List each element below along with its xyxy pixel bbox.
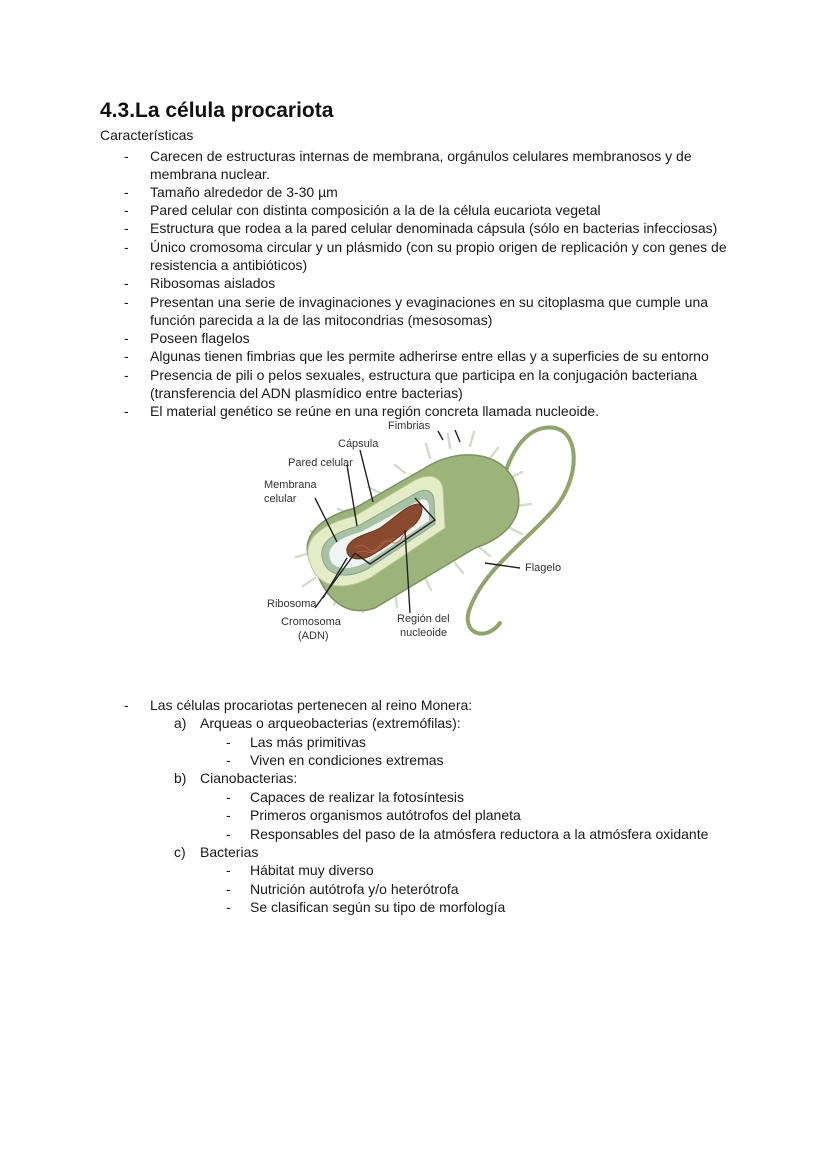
label-pared-celular: Pared celular bbox=[288, 457, 353, 469]
monera-intro: Las células procariotas pertenecen al reino Monera: bbox=[150, 697, 473, 713]
label-flagelo: Flagelo bbox=[525, 562, 562, 574]
bullet: - bbox=[226, 807, 231, 823]
list-item: El material genético se reúne en una región concreta llamada nucleoide. bbox=[150, 403, 600, 419]
list-item-cont: función parecida a la de las mitocondrias (mesosomas) bbox=[150, 312, 493, 328]
list-item: Ribosomas aislados bbox=[150, 275, 276, 291]
list-item: Presentan una serie de invaginaciones y evaginaciones en su citoplasma que cumple una bbox=[150, 294, 709, 310]
group-item: Nutrición autótrofa y/o heterótrofa bbox=[250, 881, 459, 897]
prokaryotic-cell-diagram bbox=[255, 418, 585, 648]
bullet: - bbox=[124, 367, 129, 383]
bullet: - bbox=[226, 862, 231, 878]
list-item: Pared celular con distinta composición a la de la célula eucariota vegetal bbox=[150, 202, 601, 218]
list-item: Presencia de pili o pelos sexuales, estructura que participa en la conjugación bacteriana bbox=[150, 367, 698, 383]
list-item: Algunas tienen fimbrias que les permite adherirse entre ellas y a superficies de su entorno bbox=[150, 348, 709, 364]
bullet: - bbox=[226, 826, 231, 842]
group-name: Cianobacterias: bbox=[200, 770, 298, 786]
list-item-cont: (transferencia del ADN plasmídico entre bacterias) bbox=[150, 385, 463, 401]
group-item: Se clasifican según su tipo de morfología bbox=[250, 899, 506, 915]
group-item: Las más primitivas bbox=[250, 734, 366, 750]
list-item: Único cromosoma circular y un plásmido (con su propio origen de replicación y con genes de bbox=[150, 239, 727, 255]
bullet: - bbox=[226, 752, 231, 768]
bullet: - bbox=[124, 275, 129, 291]
bullet: - bbox=[226, 881, 231, 897]
group-marker: c) bbox=[174, 844, 186, 860]
bullet: - bbox=[124, 330, 129, 346]
list-item-cont: membrana nuclear. bbox=[150, 166, 270, 182]
bullet: - bbox=[124, 348, 129, 364]
group-marker: b) bbox=[174, 770, 187, 786]
bullet: - bbox=[226, 899, 231, 915]
label-nucleoide: nucleoide bbox=[400, 627, 448, 639]
list-item: Poseen flagelos bbox=[150, 330, 250, 346]
bullet: - bbox=[124, 294, 129, 310]
bullet: - bbox=[124, 239, 129, 255]
bullet: - bbox=[124, 220, 129, 236]
label-cromosoma: Cromosoma bbox=[281, 616, 341, 628]
bullet: - bbox=[226, 734, 231, 750]
list-item: Estructura que rodea a la pared celular denominada cápsula (sólo en bacterias infecciosas) bbox=[150, 220, 718, 236]
label-region-nucleoide: Región del bbox=[397, 613, 450, 625]
label-fimbrias: Fimbrias bbox=[388, 420, 431, 432]
group-item: Hábitat muy diverso bbox=[250, 862, 374, 878]
label-membrana: Membrana bbox=[264, 479, 317, 491]
group-name: Arqueas o arqueobacterias (extremófilas): bbox=[200, 715, 461, 731]
bullet: - bbox=[124, 202, 129, 218]
bullet: - bbox=[124, 403, 129, 419]
group-marker: a) bbox=[174, 715, 187, 731]
label-capsula: Cápsula bbox=[338, 438, 379, 450]
group-name: Bacterias bbox=[200, 844, 259, 860]
group-item: Capaces de realizar la fotosíntesis bbox=[250, 789, 464, 805]
bullet: - bbox=[124, 148, 129, 164]
bullet: - bbox=[124, 184, 129, 200]
section-subtitle: Características bbox=[100, 127, 194, 143]
group-item: Responsables del paso de la atmósfera reductora a la atmósfera oxidante bbox=[250, 826, 709, 842]
list-item: Tamaño alrededor de 3-30 µm bbox=[150, 184, 338, 200]
list-item-cont: resistencia a antibióticos) bbox=[150, 257, 308, 273]
bullet: - bbox=[226, 789, 231, 805]
bullet: - bbox=[124, 697, 129, 713]
label-adn: (ADN) bbox=[298, 630, 329, 642]
group-item: Viven en condiciones extremas bbox=[250, 752, 444, 768]
group-item: Primeros organismos autótrofos del planeta bbox=[250, 807, 521, 823]
label-membrana-2: celular bbox=[264, 493, 297, 505]
label-ribosoma: Ribosoma bbox=[267, 598, 317, 610]
list-item: Carecen de estructuras internas de membrana, orgánulos celulares membranosos y de bbox=[150, 148, 692, 164]
page-title: 4.3.La célula procariota bbox=[100, 99, 334, 122]
